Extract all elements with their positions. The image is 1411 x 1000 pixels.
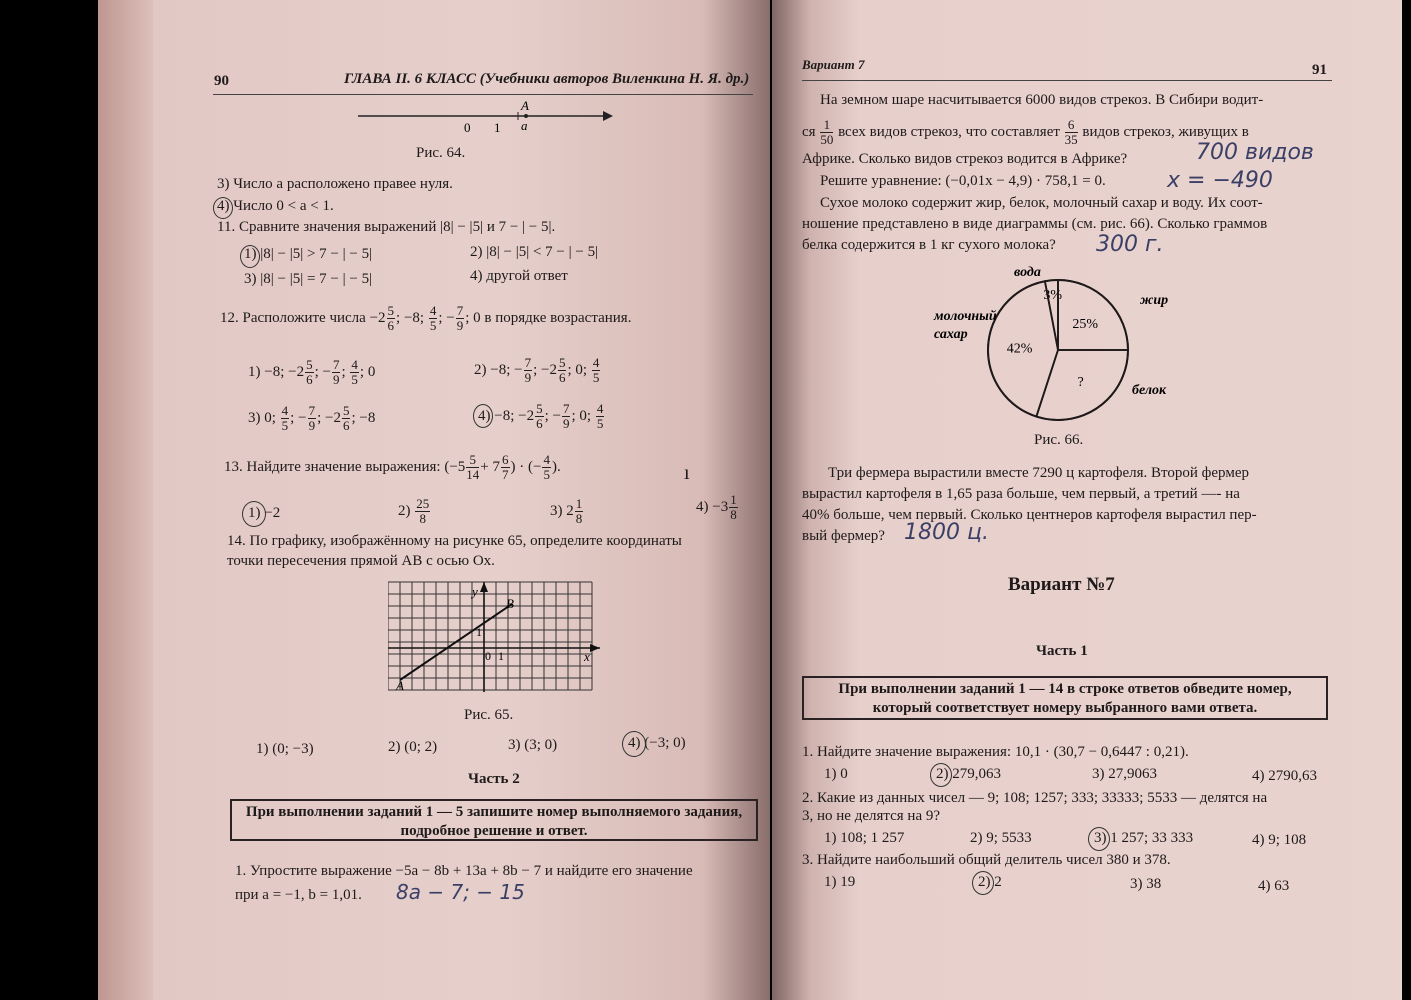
v2-option-3: 3) 1 257; 33 333 (1094, 830, 1194, 846)
q13-option-3: 3) 2 $\frac{1}{8}$ (550, 496, 583, 526)
tick-1-label: 1 (494, 120, 501, 135)
q14-option-2: 2) (0; 2) (388, 739, 438, 755)
q13-text: 13. Найдите значение выражения: (−5 $\frac{5}{14}$ + 7 $\frac{6}{7}$ ) · (− $\frac{4}{5}$ ). (224, 452, 561, 482)
page-edge (98, 0, 153, 1000)
q2-line-1: На земном шаре насчитывается 6000 видов стрекоз. В Сибири водит- (820, 92, 1264, 108)
header-rule (802, 80, 1332, 81)
page-number: 91 (1312, 62, 1327, 78)
y-axis-label: y (472, 584, 478, 599)
point-a-label: a (521, 118, 528, 133)
number-line-figure (348, 98, 618, 138)
handwritten-answer: 300 г. (1096, 232, 1164, 257)
q14-option-3: 3) (3; 0) (508, 737, 558, 753)
q14-line-1: 14. По графику, изображённому на рисунке 65, определите координаты (227, 533, 682, 549)
handwritten-answer: 8a − 7; − 15 (396, 880, 525, 904)
pie-category-label: молочный (934, 309, 997, 324)
answer-circle (930, 763, 952, 787)
handwritten-answer: 1800 ц. (904, 520, 989, 545)
q10-option-4: 4) Число 0 < a < 1. (217, 198, 334, 214)
v3-option-1: 1) 19 (824, 874, 856, 890)
x-axis-label: x (584, 649, 590, 664)
q13-option-1: 1) −2 (248, 505, 281, 521)
point-B-label: B (506, 596, 514, 611)
pie-value-label: 3% (1043, 288, 1063, 304)
handwritten-answer: 700 видов (1196, 140, 1314, 165)
v2-option-2: 2) 9; 5533 (970, 830, 1032, 846)
q2-line-3: Африке. Сколько видов стрекоз водится в Африке? (802, 151, 1128, 167)
q11-option-4: 4) другой ответ (470, 268, 568, 284)
answer-circle (473, 404, 493, 428)
q11-text: 11. Сравните значения выражений |8| − |5| и 7 − | − 5|. (217, 219, 556, 235)
v3-option-3: 3) 38 (1130, 876, 1162, 892)
v3-option-4: 4) 63 (1258, 878, 1290, 894)
left-page (98, 0, 770, 1000)
v2-option-1: 1) 108; 1 257 (824, 830, 905, 846)
q10-option-3: 3) Число a расположено правее нуля. (217, 176, 453, 192)
part2-instruction-box: При выполнении заданий 1 — 5 запишите номер выполняемого задания, подробное решение и ответ. (230, 799, 758, 841)
pie-category-label: белок (1132, 383, 1167, 398)
pie-category-label: сахар (934, 327, 968, 342)
q12-option-4: 4) −8; −2 $\frac{5}{6}$ ; − $\frac{7}{9}$ ; 0; $\frac{4}{5}$ (478, 401, 604, 431)
v2-line-1: 2. Какие из данных чисел — 9; 108; 1257; 333; 33333; 5533 — делятся на (802, 790, 1268, 806)
answer-circle (242, 501, 266, 527)
part2-q1-line-2: при a = −1, b = 1,01. (235, 887, 362, 903)
unit-x-label: 1 (498, 649, 504, 663)
pie-category-label: вода (1014, 265, 1041, 280)
v1-option-3: 3) 27,9063 (1092, 766, 1157, 782)
running-header: ГЛАВА II. 6 КЛАСС (Учебники авторов Виленкина Н. Я. др.) (344, 71, 750, 87)
pie-chart (922, 262, 1212, 432)
v3-option-2: 2) 2 (978, 874, 1002, 890)
part2-title: Часть 2 (468, 771, 520, 787)
q11-option-2: 2) |8| − |5| < 7 − | − 5| (470, 244, 599, 260)
q12-option-1: 1) −8; −2 $\frac{5}{6}$ ; − $\frac{7}{9}$ ; $\frac{4}{5}$ ; 0 (248, 357, 376, 387)
fig66-caption: Рис. 66. (1034, 432, 1084, 448)
q4-line-2: ношение представлено в виде диаграммы (см. рис. 66). Сколько граммов (802, 216, 1268, 232)
answer-circle (1088, 827, 1110, 851)
answer-circle (213, 197, 233, 219)
q4-line-3: белка содержится в 1 кг сухого молока? (802, 237, 1056, 253)
unit-y-label: 1 (476, 625, 482, 639)
q14-line-2: точки пересечения прямой AB с осью Ox. (227, 553, 495, 569)
q11-option-1: 1) |8| − |5| > 7 − | − 5| (244, 246, 373, 262)
q12-option-3: 3) 0; $\frac{4}{5}$ ; − $\frac{7}{9}$ ; −2 $\frac{5}{6}$ ; −8 (248, 403, 376, 433)
q5-line-3: 40% больше, чем первый. Сколько центнеров картофеля вырастил пер- (802, 507, 1257, 523)
coordinate-grid-figure (388, 578, 608, 698)
handwritten-answer: x = −490 (1167, 168, 1273, 193)
running-header: Вариант 7 (802, 57, 865, 72)
part1-instruction-box: При выполнении заданий 1 — 14 в строке ответов обведите номер, который соответствует номеру выбранного вами ответа. (802, 676, 1328, 720)
answer-circle (972, 871, 994, 895)
v2-line-2: 3, но не делятся на 9? (802, 808, 941, 824)
fig64-caption: Рис. 64. (416, 145, 466, 161)
q12-option-2: 2) −8; − $\frac{7}{9}$ ; −2 $\frac{5}{6}$ ; 0; $\frac{4}{5}$ (474, 355, 600, 385)
v2-option-4: 4) 9; 108 (1252, 832, 1307, 848)
pie-value-label: 42% (1006, 341, 1033, 357)
q12-text: 12. Расположите числа −2 $\frac{5}{6}$ ; −8; $\frac{4}{5}$ ; − $\frac{7}{9}$ ; 0 в порядке возрастания. (220, 303, 632, 333)
q3-text: Решите уравнение: (−0,01x − 4,9) · 758,1 = 0. (820, 173, 1106, 189)
q4-line-1: Сухое молоко содержит жир, белок, молочный сахар и воду. Их соот- (820, 195, 1263, 211)
pie-value-label: ? (1077, 375, 1084, 391)
page-number: 90 (214, 73, 229, 89)
pie-value-label: 25% (1072, 316, 1099, 332)
q5-line-4: вый фермер? (802, 528, 885, 544)
fig65-caption: Рис. 65. (464, 707, 514, 723)
v1-option-2: 2) 279,063 (936, 766, 1001, 782)
answer-circle (240, 245, 260, 268)
q2-line-2: ся $\frac{1}{50}$ всех видов стрекоз, что составляет $\frac{6}{35}$ видов стрекоз, живущих в (802, 117, 1249, 147)
answer-circle (622, 731, 646, 757)
tick-0-label: 0 (464, 120, 471, 135)
v1-option-4: 4) 2790,63 (1252, 768, 1317, 784)
q13-option-4: 4) −3 $\frac{1}{8}$ (696, 492, 737, 522)
v1-text: 1. Найдите значение выражения: 10,1 · (30,7 − 0,6447 : 0,21). (802, 744, 1189, 760)
right-page (772, 0, 1402, 1000)
part1-title: Часть 1 (1036, 643, 1088, 659)
q5-line-1: Три фермера вырастили вместе 7290 ц картофеля. Второй фермер (828, 465, 1249, 481)
q13-option-2: 2) $\frac{25}{8}$ (398, 496, 430, 526)
variant-title: Вариант №7 (1008, 574, 1115, 595)
q14-option-4: 4) (−3; 0) (628, 735, 686, 751)
pen-mark: ı (684, 462, 690, 484)
pie-category-label: жир (1140, 293, 1169, 308)
part2-q1-line-1: 1. Упростите выражение −5a − 8b + 13a + 8b − 7 и найдите его значение (235, 863, 693, 879)
header-rule (213, 94, 753, 95)
point-A-label: A (396, 678, 404, 693)
q14-option-1: 1) (0; −3) (256, 741, 314, 757)
q11-option-3: 3) |8| − |5| = 7 − | − 5| (244, 271, 373, 287)
point-A-label: A (521, 98, 529, 113)
v1-option-1: 1) 0 (824, 766, 848, 782)
origin-label: 0 (485, 649, 491, 663)
v3-text: 3. Найдите наибольший общий делитель чисел 380 и 378. (802, 852, 1171, 868)
q5-line-2: вырастил картофеля в 1,65 раза больше, чем первый, а третий —- на (802, 486, 1240, 502)
